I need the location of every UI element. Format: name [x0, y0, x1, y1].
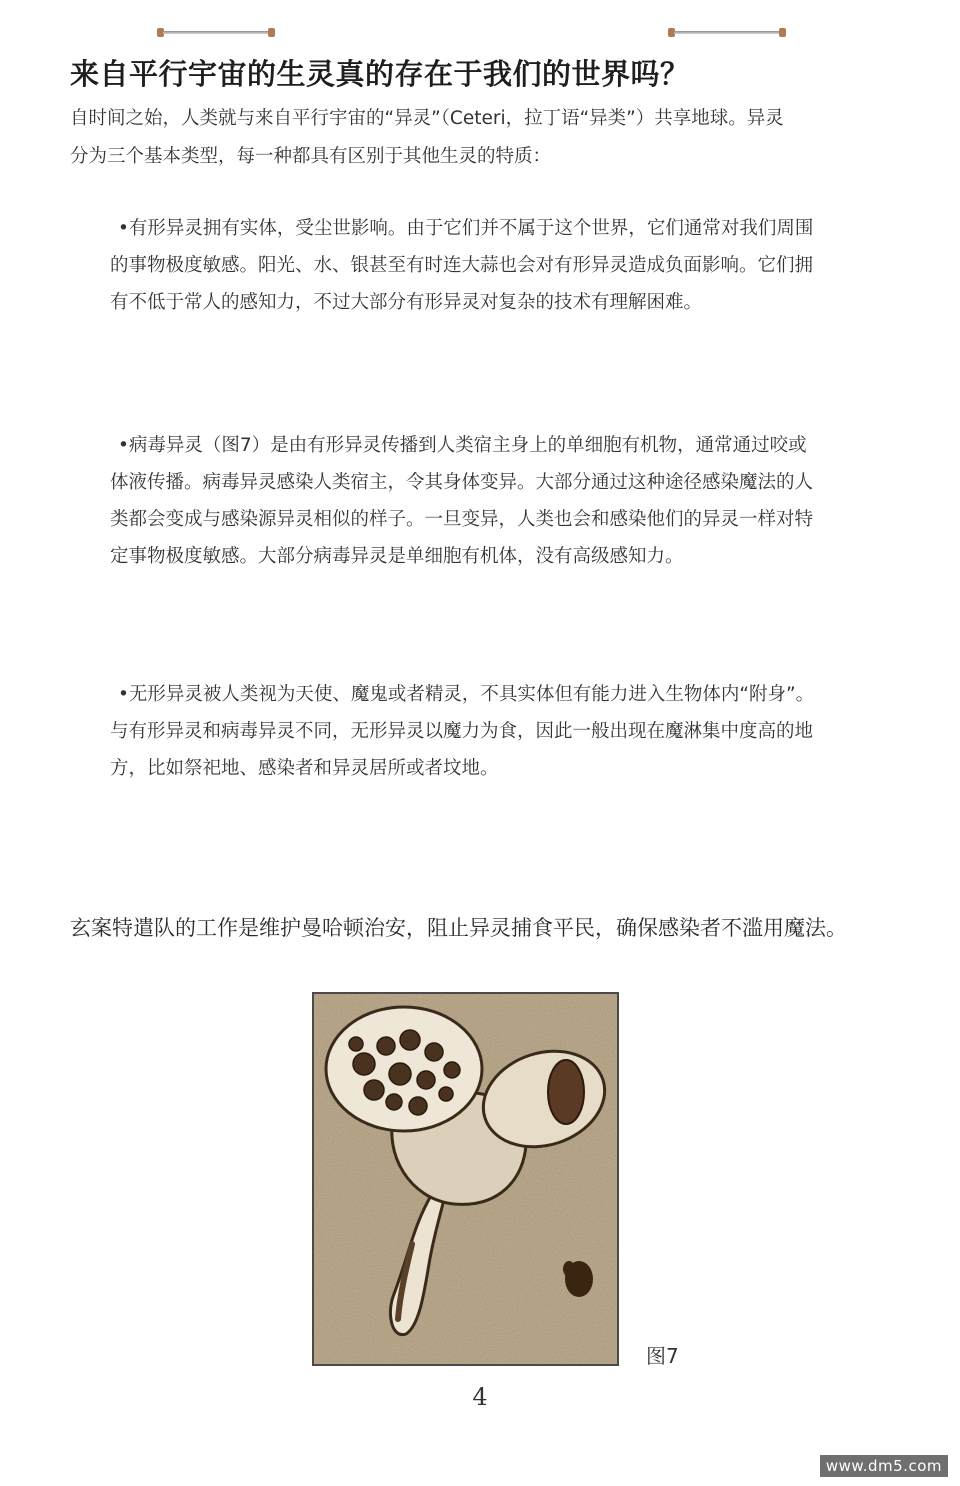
bullet-corporeal	[110, 210, 890, 321]
header-decoration-right	[668, 28, 786, 38]
bullet-viral	[110, 427, 890, 575]
header-decoration-left	[157, 28, 275, 38]
figure-caption: 图7	[646, 1344, 679, 1368]
page-number: 4	[472, 1383, 488, 1411]
bullet-line: •病毒异灵（图7）是由有形异灵传播到人类宿主身上的单细胞有机物，通常通过咬或	[118, 435, 807, 456]
bullet-line: •有形异灵拥有实体，受尘世影响。由于它们并不属于这个世界，它们通常对我们周围	[118, 218, 814, 239]
conclusion-paragraph: 玄案特遣队的工作是维护曼哈顿治安，阻止异灵捕食平民，确保感染者不滥用魔法。	[70, 916, 847, 940]
page-title: 来自平行宇宙的生灵真的存在于我们的世界吗？	[70, 57, 690, 91]
bullet-line: 类都会变成与感染源异灵相似的样子。一旦变异，人类也会和感染他们的异灵一样对特	[110, 509, 814, 530]
bullet-line: 有不低于常人的感知力，不过大部分有形异灵对复杂的技术有理解困难。	[110, 292, 703, 313]
intro-paragraph	[70, 100, 900, 176]
bullet-incorporeal	[110, 676, 890, 787]
bullet-line: 方，比如祭祀地、感染者和异灵居所或者坟地。	[110, 758, 499, 779]
bullet-line: 与有形异灵和病毒异灵不同，无形异灵以魔力为食，因此一般出现在魔淋集中度高的地	[110, 721, 814, 742]
site-watermark: www.dm5.com	[820, 1455, 948, 1477]
bullet-line: •无形异灵被人类视为天使、魔鬼或者精灵，不具实体但有能力进入生物体内“附身”。	[118, 684, 815, 705]
microbe-illustration-icon	[314, 994, 617, 1364]
bullet-line: 体液传播。病毒异灵感染人类宿主，令其身体变异。大部分通过这种途径感染魔法的人	[110, 472, 814, 493]
bullet-line: 的事物极度敏感。阳光、水、银甚至有时连大蒜也会对有形异灵造成负面影响。它们拥	[110, 255, 814, 276]
intro-line: 自时间之始，人类就与来自平行宇宙的“异灵”（Ceteri，拉丁语“异类”）共享地球。异灵	[70, 108, 784, 129]
figure-7-image	[312, 992, 619, 1366]
bullet-line: 定事物极度敏感。大部分病毒异灵是单细胞有机体，没有高级感知力。	[110, 546, 684, 567]
intro-line: 分为三个基本类型，每一种都具有区别于其他生灵的特质：	[70, 146, 552, 167]
